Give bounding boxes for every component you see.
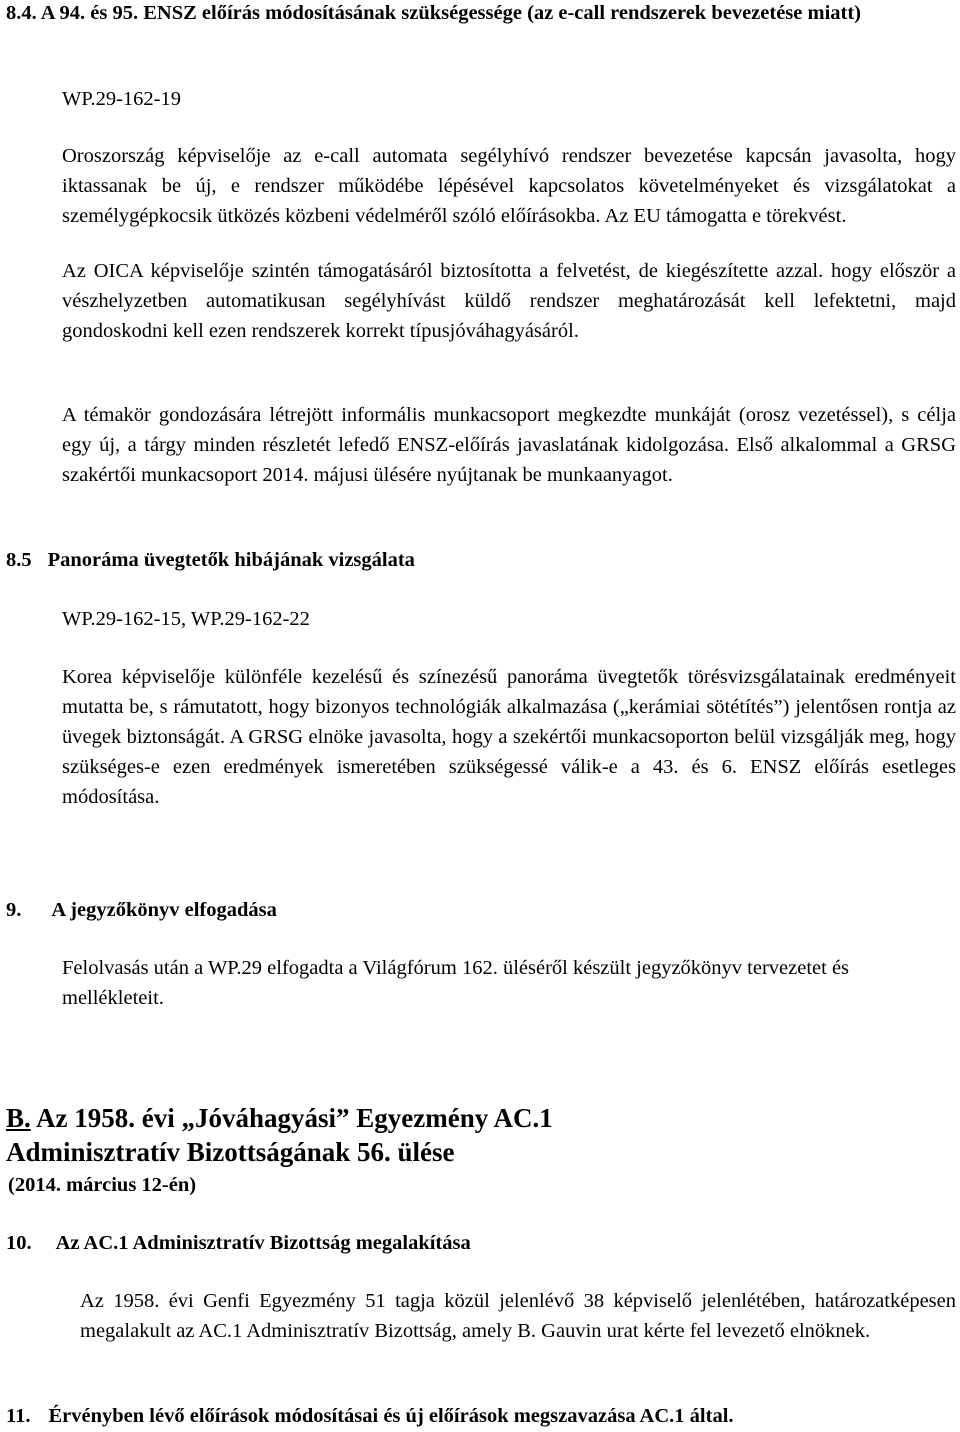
section-10-number: 10.: [6, 1232, 32, 1254]
part-b-date: (2014. március 12-én): [8, 1174, 197, 1196]
section-8-4-paragraph-2: Az OICA képviselője szintén támogatásáról biztosította a felvetést, de kiegészítette azzal. hogy először a vészhelyzetben automatikusan segélyhívást küldő rendszer meghatározását kell lefektetni, majd gondoskodni kell ezen rendszerek korrekt típusjóváhagyásáról.: [62, 260, 956, 342]
part-b-title-line-1: Az 1958. évi „Jóváhagyási” Egyezmény AC.1: [30, 1103, 553, 1133]
part-b-title: [6, 1101, 946, 1169]
section-8-4-paragraph-3: A témakör gondozására létrejött informális munkacsoport megkezdte munkáját (orosz vezetéssel), s célja egy új, a tárgy minden részletét lefedő ENSZ-előírás javaslatának kidolgozása. Első alkalommal a GRSG szakértői munkacsoport 2014. májusi ülésére nyújtanak be munkaanyagot.: [62, 404, 956, 486]
section-9-number: 9.: [6, 899, 22, 921]
section-9-heading: [6, 895, 277, 925]
section-11-heading: [6, 1401, 734, 1431]
section-10-paragraph: Az 1958. évi Genfi Egyezmény 51 tagja közül jelenlévő 38 képviselő jelenlétében, határozatképesen megalakult az AC.1 Adminisztratív Bizottság, amely B. Gauvin urat kérte fel levezető elnöknek.: [80, 1290, 956, 1342]
section-11-title: Érvényben lévő előírások módosításai és új előírások megszavazása AC.1 által.: [48, 1405, 734, 1427]
section-9-title: A jegyzőkönyv elfogadása: [51, 899, 277, 921]
section-10-heading: [6, 1228, 471, 1258]
section-11-number: 11.: [6, 1405, 31, 1427]
part-b-letter: B.: [6, 1103, 31, 1133]
section-9-paragraph: Felolvasás után a WP.29 elfogadta a Világfórum 162. üléséről készült jegyzőkönyv tervezetet és mellékleteit.: [62, 957, 850, 1009]
section-8-5-heading: [6, 545, 415, 575]
section-8-5-number: 8.5: [6, 549, 32, 571]
section-8-5-paragraph: Korea képviselője különféle kezelésű és színezésű panoráma üvegtetők törésvizsgálatainak eredményeit mutatta be, s rámutatott, hogy bizonyos technológiák alkalmazása („kerámiai sötétítés”) jelentősen rontja az üvegek biztonságát. A GRSG elnöke javasolta, hogy a szekértői munkacsoporton belül vizsgálják meg, hogy szükséges-e ezen eredmények ismeretében szükségessé válik-e a 43. és 6. ENSZ előírás esetleges módosítása.: [62, 666, 956, 808]
section-8-4-reference: WP.29-162-19: [62, 88, 182, 110]
section-10-title: Az AC.1 Adminisztratív Bizottság megalakítása: [55, 1232, 471, 1254]
section-8-4-heading: 8.4. A 94. és 95. ENSZ előírás módosításának szükségessége (az e-call rendszerek bevezetése miatt): [6, 2, 862, 24]
section-8-5-reference: WP.29-162-15, WP.29-162-22: [62, 608, 310, 630]
section-8-4-paragraph-1: Oroszország képviselője az e-call automata segélyhívó rendszer bevezetése kapcsán javasolta, hogy iktassanak be új, e rendszer működébe lépésével kapcsolatos követelményeket és vizsgálatokat a személygépkocsik ütközés közbeni védelméről szóló előírásokba. Az EU támogatta e törekvést.: [62, 145, 956, 227]
part-b-title-line-2: Adminisztratív Bizottságának 56. ülése: [6, 1137, 455, 1167]
section-8-5-title: Panoráma üvegtetők hibájának vizsgálata: [47, 549, 415, 571]
